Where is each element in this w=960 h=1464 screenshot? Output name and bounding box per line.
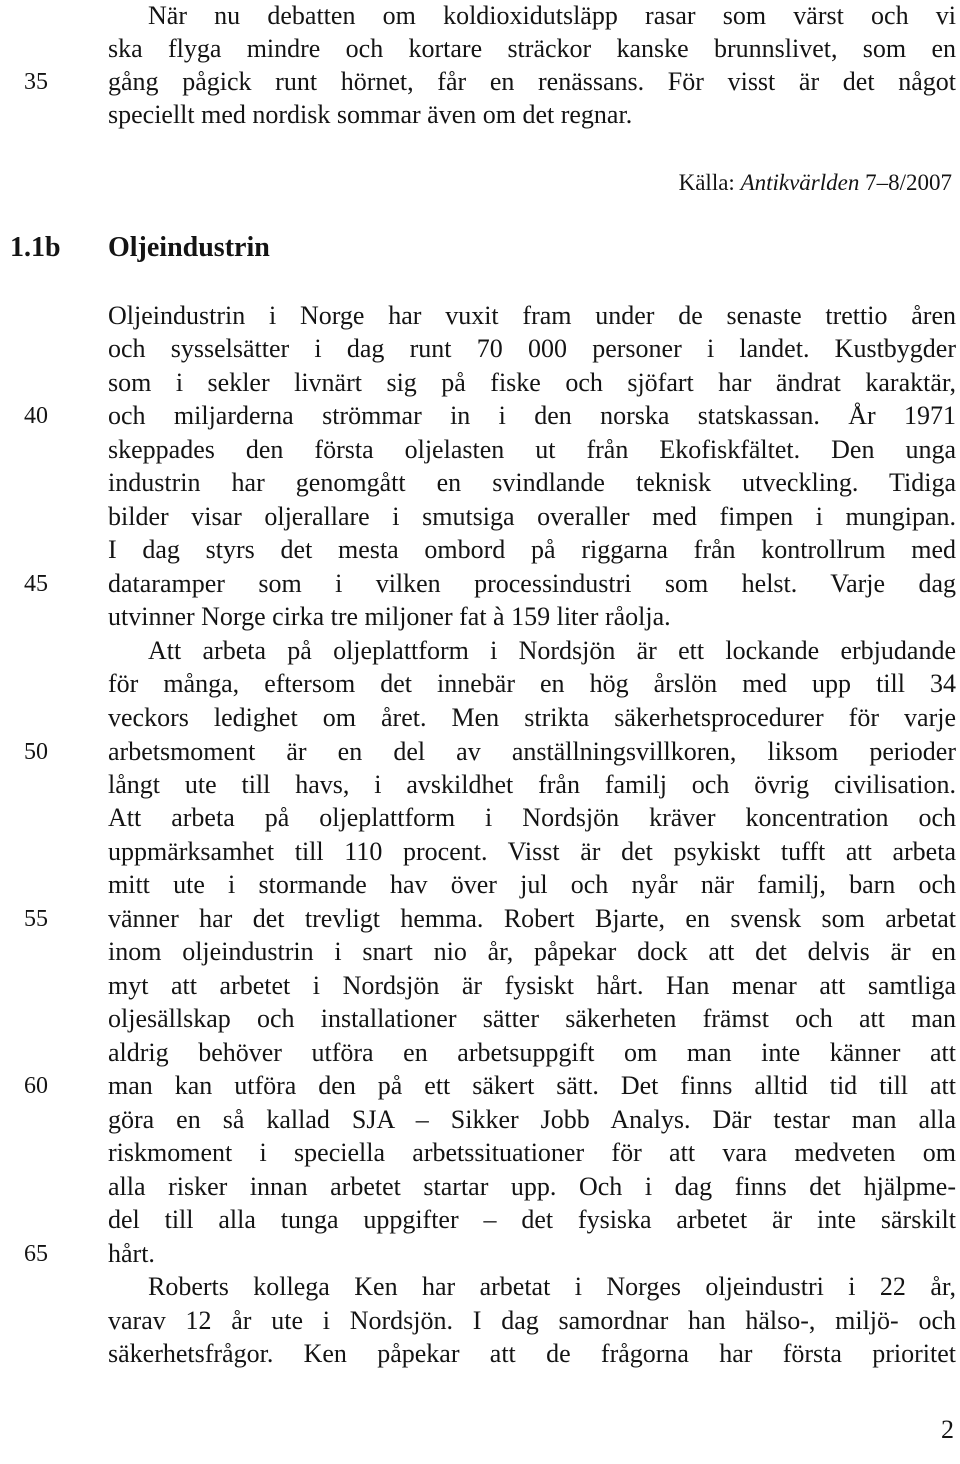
body-line: varav 12 år ute i Nordsjön. I dag samordnar han hälso-, miljö- och <box>108 1306 956 1335</box>
source-issue: 7–8/2007 <box>859 170 952 195</box>
body-line: Oljeindustrin i Norge har vuxit fram under de senaste trettio åren <box>108 301 956 330</box>
page-number: 2 <box>941 1415 954 1444</box>
body-line: oljesällskap och installationer sätter säkerheten främst och att man <box>108 1004 956 1033</box>
line-number: 35 <box>24 69 48 95</box>
body-line: arbetsmoment är en del av anställningsvillkoren, liksom perioder <box>108 737 956 766</box>
body-line: del till alla tunga uppgifter – det fysiska arbetet är inte särskilt <box>108 1205 956 1234</box>
body-line: som i sekler livnärt sig på fiske och sjöfart har ändrat karaktär, <box>108 368 956 397</box>
body-line: mitt ute i stormande hav över jul och nyår när familj, barn och <box>108 870 956 899</box>
line-number: 40 <box>24 403 48 429</box>
body-line: Roberts kollega Ken har arbetat i Norges oljeindustri i 22 år, <box>148 1272 956 1301</box>
body-line: säkerhetsfrågor. Ken påpekar att de frågorna har första prioritet <box>108 1339 956 1368</box>
line-number: 55 <box>24 906 48 932</box>
line-number: 60 <box>24 1073 48 1099</box>
intro-line: gång pågick runt hörnet, får en renässans. För visst är det något <box>108 67 956 96</box>
body-line: uppmärksamhet till 110 procent. Visst är det psykiskt tufft att arbeta <box>108 837 956 866</box>
body-line: Att arbeta på oljeplattform i Nordsjön är ett lockande erbjudande <box>148 636 956 665</box>
body-line: och miljarderna strömmar in i den norska statskassan. År 1971 <box>108 401 956 430</box>
body-line: skeppades den första oljelasten ut från Ekofiskfältet. Den unga <box>108 435 956 464</box>
body-line: aldrig behöver utföra en arbetsuppgift om man inte känner att <box>108 1038 956 1067</box>
body-line: och sysselsätter i dag runt 70 000 personer i landet. Kustbygder <box>108 334 956 363</box>
section-number: 1.1b <box>10 232 61 263</box>
body-line: för många, eftersom det innebär en hög årslön med upp till 34 <box>108 669 956 698</box>
body-line: göra en så kallad SJA – Sikker Jobb Analys. Där testar man alla <box>108 1105 956 1134</box>
body-line: myt att arbetet i Nordsjön är fysiskt hårt. Han menar att samtliga <box>108 971 956 1000</box>
line-number: 50 <box>24 739 48 765</box>
section-title: Oljeindustrin <box>108 232 270 263</box>
body-line: bilder visar oljerallare i smutsiga overaller med fimpen i mungipan. <box>108 502 956 531</box>
body-line: Att arbeta på oljeplattform i Nordsjön kräver koncentration och <box>108 803 956 832</box>
body-line: man kan utföra den på ett säkert sätt. Det finns alltid tid till att <box>108 1071 956 1100</box>
body-line: vänner har det trevligt hemma. Robert Bjarte, en svensk som arbetat <box>108 904 956 933</box>
body-line: inom oljeindustrin i snart nio år, påpekar dock att det delvis är en <box>108 937 956 966</box>
line-number: 65 <box>24 1241 48 1267</box>
body-line: riskmoment i speciella arbetssituationer för att vara medveten om <box>108 1138 956 1167</box>
intro-line: ska flyga mindre och kortare sträckor kanske brunnslivet, som en <box>108 34 956 63</box>
body-line: långt ute till havs, i avskildhet från familj och övrig civilisation. <box>108 770 956 799</box>
intro-line: speciellt med nordisk sommar även om det regnar. <box>108 100 633 129</box>
body-line: industrin har genomgått en svindlande teknisk utveckling. Tidiga <box>108 468 956 497</box>
body-line: I dag styrs det mesta ombord på riggarna från kontrollrum med <box>108 535 956 564</box>
source-prefix: Källa: <box>678 170 741 195</box>
body-line: veckors ledighet om året. Men strikta säkerhetsprocedurer för varje <box>108 703 956 732</box>
body-line: utvinner Norge cirka tre miljoner fat à 159 liter råolja. <box>108 602 671 631</box>
body-line: hårt. <box>108 1239 155 1268</box>
line-number: 45 <box>24 571 48 597</box>
body-line: alla risker innan arbetet startar upp. Och i dag finns det hjälpme- <box>108 1172 956 1201</box>
body-line: dataramper som i vilken processindustri som helst. Varje dag <box>108 569 956 598</box>
source-publication: Antikvärlden <box>740 170 860 195</box>
intro-line: När nu debatten om koldioxidutsläpp rasar som värst och vi <box>148 1 956 30</box>
source-citation <box>679 168 952 198</box>
